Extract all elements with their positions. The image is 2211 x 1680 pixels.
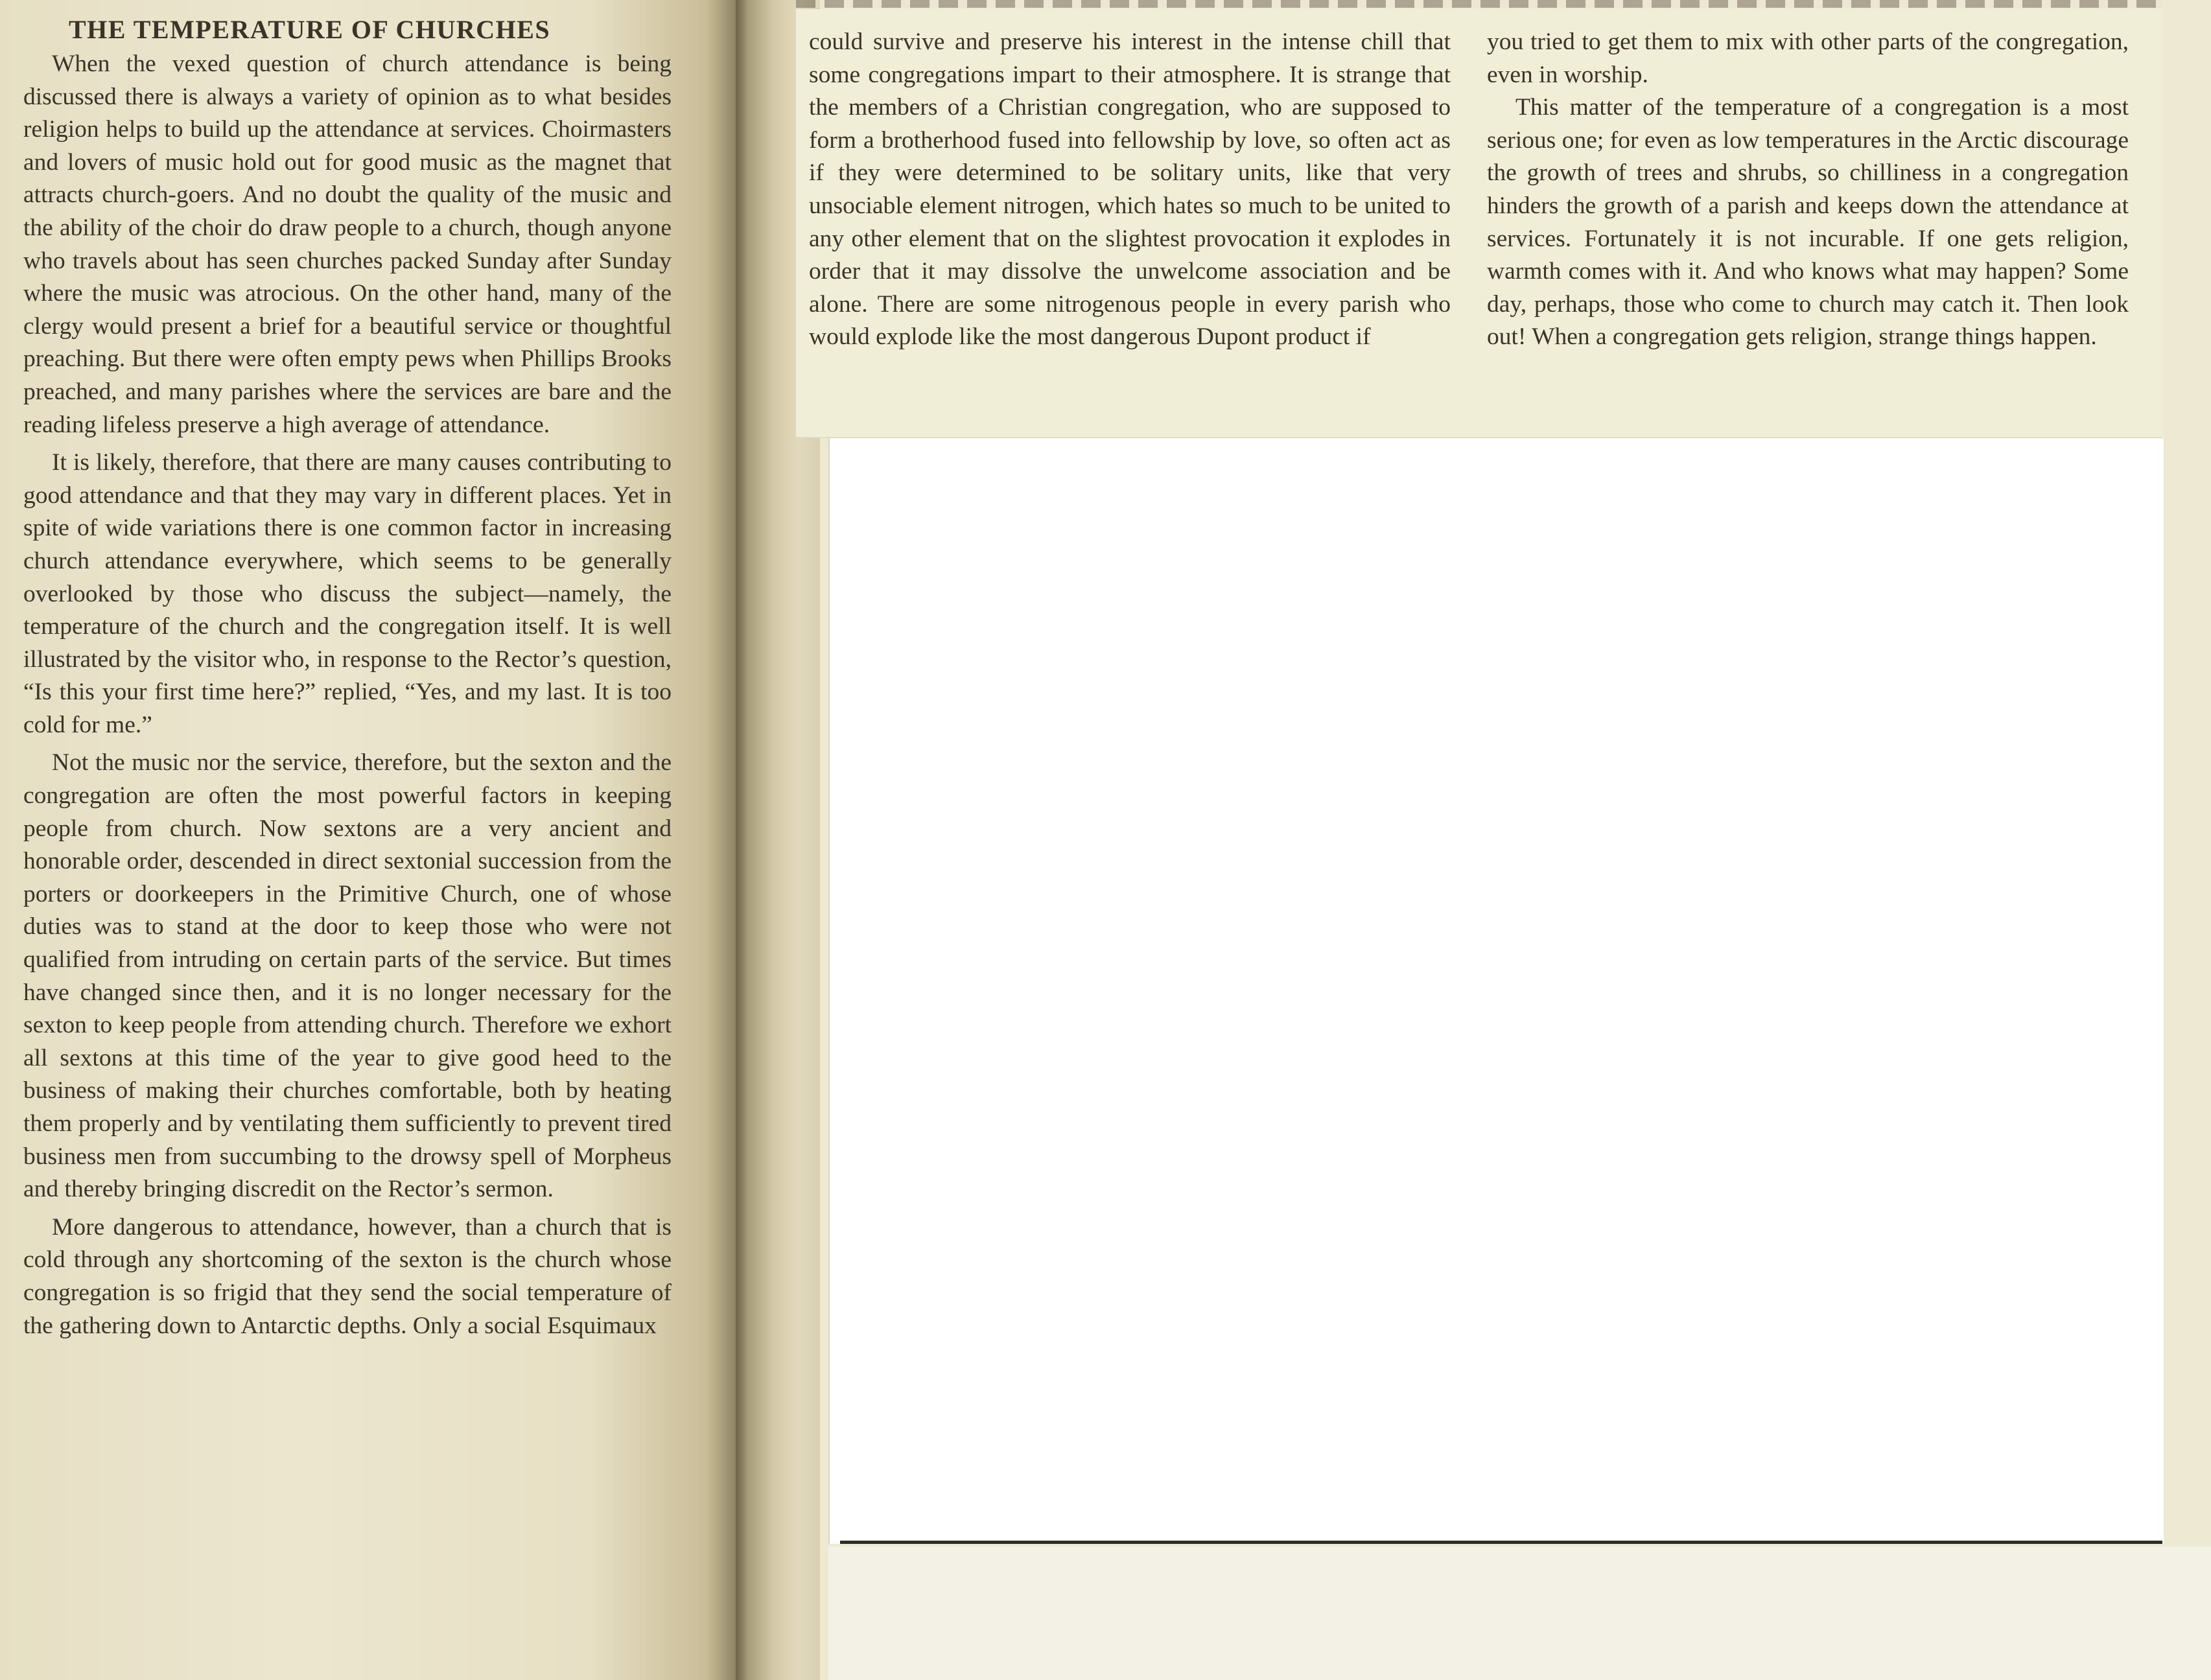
clipping-paragraph-continued: could survive and preserve his interest in the intense chill that some congregations impart to their atmosphere. It is strange that the members of a Christian congregation, who are supposed to form a brotherhood fused into fellowship by love, so often act as if they were determined to be solitary units, like that very unsociable element nitrogen, which hates so much to be united to any other element that on the slightest provocation it explodes in order that it may dissolve the unwelcome association and be alone. There are some nitrogenous people in every parish who would explode like the most dangerous Dupont product if	[809, 29, 1451, 351]
paragraph-3: Not the music nor the service, therefore, but the sexton and the congregation are often the most powerful factors in keeping people from church. Now sextons are a very ancient and honorable order, descended in direct sextonial succession from the porters or doorkeepers in the Primitive Church, one of whose duties was to stand at the door to keep those who were not qualified from intruding on certain parts of the service. But times have changed since then, and it is no longer necessary for the sexton to keep people from attending church. Therefore we exhort all sextons at this time of the year to give good heed to the business of making their churches comfortable, both by heating them properly and by ventilating them sufficiently to prevent tired business men from succumbing to the drowsy spell of Morpheus and thereby bringing discredit on the Rector’s sermon.	[23, 749, 672, 1203]
clipping-paragraph-final: This matter of the temperature of a congregation is a most serious one; for even as low temperatures in the Arctic discourage the growth of trees and shrubs, so chilliness in a congregation hinders the growth of a parish and keeps down the attendance at services. Fortunately it is not incurable. If one gets religion, warmth comes with it. And who knows what may happen? Some day, perhaps, those who come to church may catch it. Then look out! When a congregation gets religion, strange things happen.	[1487, 94, 2129, 351]
paragraph-4: More dangerous to attendance, however, than a church that is cold through any shortcoming of the sexton is the church whose congregation is so frigid that they send the social temperature of the gathering down to Antarctic depths. Only a social Esquimaux	[23, 1213, 672, 1339]
sheet-bottom-edge	[840, 1541, 2162, 1544]
article-title: THE TEMPERATURE OF CHURCHES	[69, 15, 551, 44]
clipped-text-edge	[796, 0, 2162, 8]
paragraph-2: It is likely, therefore, that there are many causes contributing to good attendance and that they may vary in different places. Yet in spite of wide variations there is one common factor in increasing church attendance everywhere, which seems to be generally overlooked by those who discuss the subject—namely, the temperature of the church and the congregation itself. It is well illustrated by the visitor who, in response to the Rector’s question, “Is this your first time here?” replied, “Yes, and my last. It is too cold for me.”	[23, 449, 672, 738]
blank-white-sheet	[828, 438, 2164, 1544]
clipping-column-2	[1487, 26, 2129, 354]
page-below-sheet	[828, 1546, 2211, 1680]
clipping-column-1	[809, 26, 1451, 354]
paragraph-1: When the vexed question of church attendance is being discussed there is always a variety of opinion as to what besides religion helps to build up the attendance at services. Choirmasters and lovers of music hold out for good music as the magnet that attracts church-goers. And no doubt the quality of the music and the ability of the choir do draw people to a church, though anyone who travels about has seen churches packed Sunday after Sunday where the music was atrocious. On the other hand, many of the clergy would present a brief for a beautiful service or thoughtful preaching. But there were often empty pews when Phillips Brooks preached, and many parishes where the services are bare and the reading lifeless preserve a high average of attendance.	[23, 51, 672, 438]
article-left-column	[23, 12, 672, 1348]
clipping-paragraph-continued-2: you tried to get them to mix with other parts of the congregation, even in worship.	[1487, 29, 2129, 88]
